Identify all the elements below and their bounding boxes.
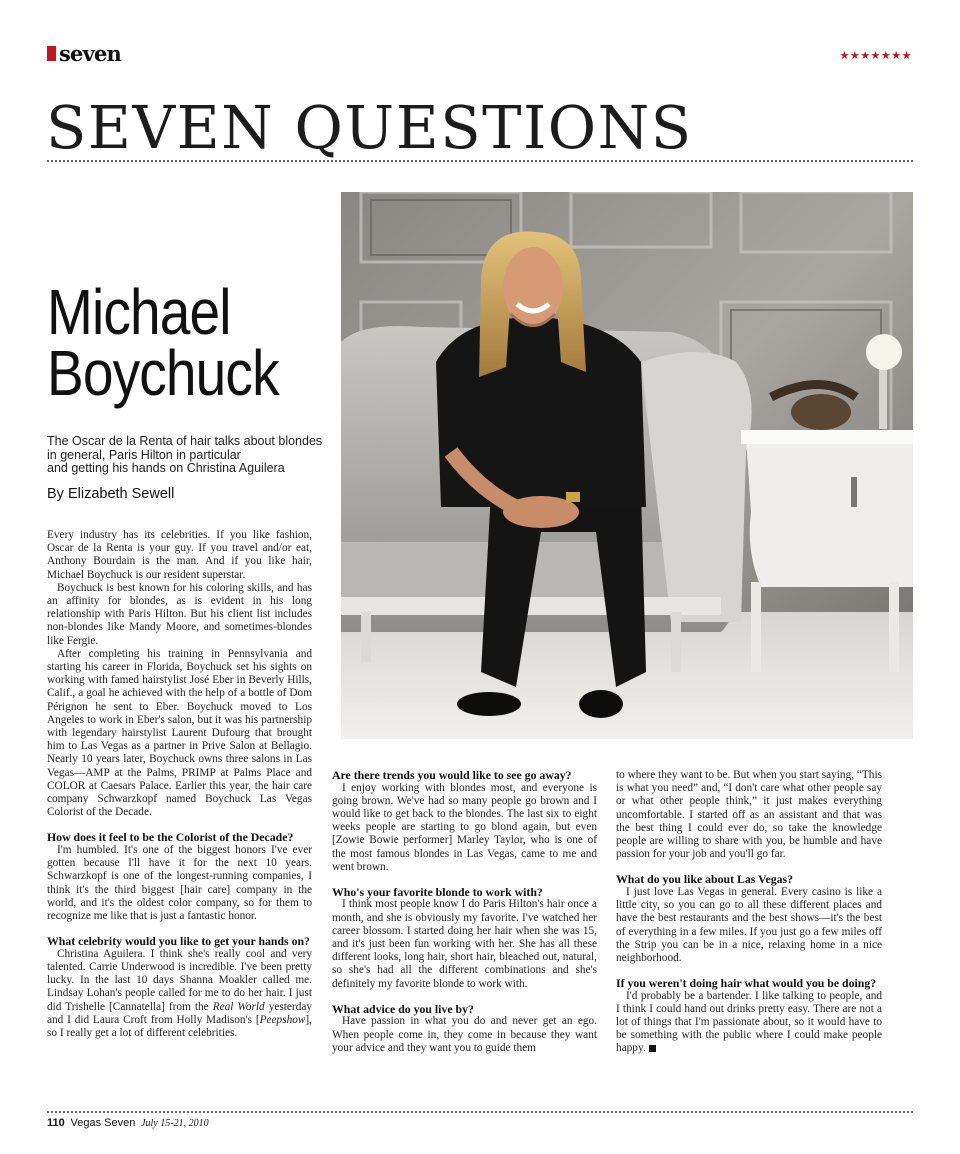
answer-paragraph: [616, 990, 882, 1056]
article-headline: [47, 276, 279, 409]
answer-text: Christina Aguilera. I think she's really cool and very talented. Carrie Underwood is incredible. I've been pretty lucky. In the last 10 days Shanna Moakler called me. Lindsay Lohan's people called for me to do her hair. I just did Trishelle [Cannatella] from the: [47, 947, 312, 1013]
magazine-logo: [47, 42, 121, 64]
footer-divider: [47, 1111, 913, 1113]
deck-line: and getting his hands on Christina Aguilera: [47, 461, 285, 475]
logo-red-bar: [47, 46, 56, 61]
article-column-3: [616, 769, 882, 1056]
portrait-photo: [341, 192, 913, 739]
end-mark-icon: [649, 1045, 656, 1052]
article-column-2: [332, 769, 597, 1055]
header-divider: [47, 160, 913, 162]
answer-paragraph: I enjoy working with blondes most, and everyone is going brown. We've had so many people go brown and I would like to get back to the blondes. The last six to eight weeks people are starting to go blond again, but even [Zowie Bowie performer] Marley Taylor, who is one of the most famous blondes in Las Vegas, came to me and went brown.: [332, 781, 597, 873]
page-footer: [47, 1117, 209, 1129]
issue-date: July 15-21, 2010: [141, 1118, 209, 1129]
page-number: 110: [47, 1117, 65, 1129]
question-heading: What celebrity would you like to get your hands on?: [47, 934, 310, 949]
rating-stars: ★★★★★★★: [839, 49, 912, 62]
intro-paragraph: Boychuck is best known for his coloring skills, and has an affinity for blondes, as is evident in his long relationship with Paris Hilton. But his client list includes non-blondes like Mandy Moore, and sometimes-blondes like Fergie.: [47, 581, 312, 647]
headline-last-name: Boychuck: [47, 336, 279, 409]
show-title-real-world: Real World: [212, 1000, 265, 1013]
deck-line: The Oscar de la Renta of hair talks about blondes: [47, 434, 323, 448]
answer-text: I'd probably be a bartender. I like talking to people, and I think I could hand out drinks pretty easy. There are not a lot of things that I'm passionate about, so it would have to be something with the public where I could make people happy.: [616, 989, 882, 1055]
section-title: SEVEN QUESTIONS: [46, 93, 693, 162]
headline-first-name: Michael: [47, 276, 231, 348]
answer-paragraph-continued: to where they want to be. But when you start saying, “This is what you need” and, “I don't care what other people say or what other people think,” it just makes everything uncomfortable. I started off as an assistant and that was the best thing I could ever do, so take the knowledge people are willing to share with you, be humble and have passion for your job and you'll go far.: [616, 769, 882, 861]
article-deck: [47, 435, 337, 476]
question-heading: What do you like about Las Vegas?: [616, 872, 793, 887]
logo-text: seven: [59, 40, 122, 66]
question-heading: If you weren't doing hair what would you be doing?: [616, 976, 877, 991]
intro-paragraph: Every industry has its celebrities. If you like fashion, Oscar de la Renta is your guy. If you travel and/or eat, Anthony Bourdain is the man. And if you like hair, Michael Boychuck is our resident superstar.: [47, 529, 312, 581]
answer-paragraph: [47, 948, 312, 1040]
question-heading: How does it feel to be the Colorist of the Decade?: [47, 830, 294, 845]
deck-line: in general, Paris Hilton in particular: [47, 447, 241, 462]
answer-paragraph: I just love Las Vegas in general. Every casino is like a little city, so you can go to all these different places and have the best restaurants and the best shows—it's the best of everything in a few miles. If you just go a few miles off the Strip you can be in a nice, relaxing home in a nice neighborhood.: [616, 885, 882, 964]
magazine-name: Vegas Seven: [70, 1117, 136, 1129]
question-heading: Are there trends you would like to see go away?: [332, 768, 572, 782]
show-title-peepshow: Peepshow: [259, 1013, 306, 1026]
question-heading: Who's your favorite blonde to work with?: [332, 884, 543, 899]
answer-text: ], so I really get a lot of different celebrities.: [47, 1013, 312, 1039]
intro-paragraph: After completing his training in Pennsylvania and starting his career in Florida, Boychuck set his sights on working with famed hairstylist José Eber in Beverly Hills, Calif., a goal he achieved with the help of a bottle of Dom Pérignon he sent to Eber. Boychuck moved to Los Angeles to work in Eber's salon, but it was his partnership with legendary hairstylist Laurent Dufourg that brought him to Las Vegas as a partner in Prive Salon at Bellagio. Nearly 10 years later, Boychuck owns three salons in Las Vegas—AMP at the Palms, PRIMP at Palms Place and COLOR at Caesars Palace. Earlier this year, the hair care company Schwarzkopf named Boychuck Las Vegas Colorist of the Decade.: [47, 647, 312, 819]
answer-paragraph: I'm humbled. It's one of the biggest honors I've ever gotten because I'll have it for the next 10 years. Schwarzkopf is one of the longest-running companies, I think it's the third biggest [hair care] company in the world, and it's the oldest color company, so for them to recognize me like that is just a fantastic honor.: [47, 843, 312, 922]
question-heading: What advice do you live by?: [332, 1001, 474, 1016]
article-column-1: [47, 529, 312, 1040]
answer-text: yesterday and I did Laura Croft from Holly Madison's [: [47, 1000, 313, 1026]
byline: By Elizabeth Sewell: [47, 486, 175, 502]
answer-paragraph: Have passion in what you do and never get an ego. When people come in, they come in because they want your advice and they want you to guide them: [332, 1015, 597, 1054]
answer-paragraph: I think most people know I do Paris Hilton's hair once a month, and she is obviously my favorite. I've watched her career blossom. I started doing her hair when she was 15, and it's just been fun working with her. She has all these different looks, long hair, short hair, bleached out, natural, so she's had all the different combinations and she's definitely my favorite blonde to work with.: [332, 898, 597, 990]
